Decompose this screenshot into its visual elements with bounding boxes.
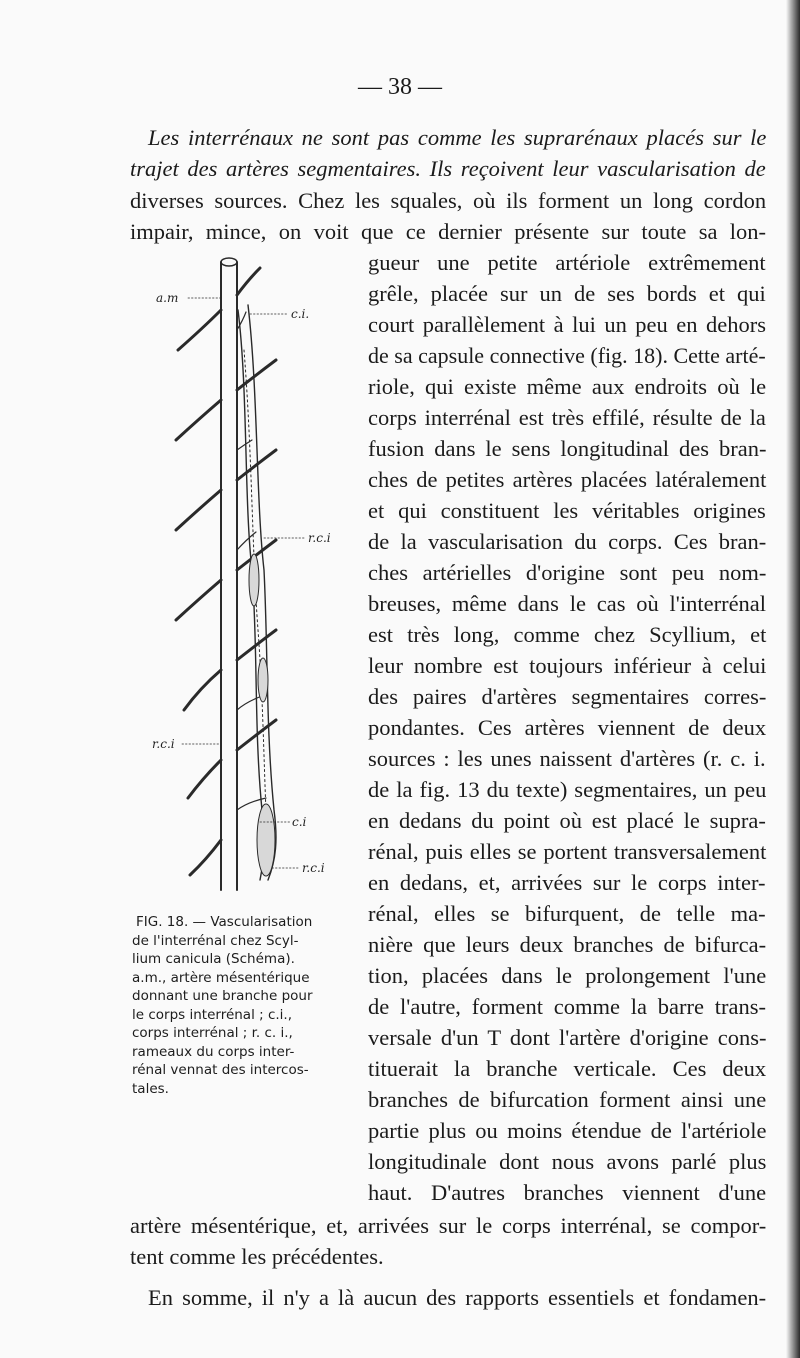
- text-line: gueur une petite artériole extrêmement: [368, 250, 766, 275]
- text-line: pondantes. Ces artères viennent de deux: [368, 715, 767, 740]
- text-line: rénal, puis elles se portent transversalement: [368, 839, 767, 864]
- text-line: leur nombre est toujours inférieur à celui: [368, 653, 767, 678]
- text-line: rénal, elles se bifurquent, de telle ma-: [368, 901, 766, 926]
- caption-line: corps interrénal ; r. c. i.,: [132, 1025, 293, 1041]
- caption-line: lium canicula (Schéma).: [132, 951, 295, 967]
- label-ci-top: c.i.: [291, 307, 310, 321]
- text-line: artère mésentérique, et, arrivées sur le corps interrénal, se compor-: [130, 1213, 767, 1238]
- text-line: de la fig. 13 du texte) segmentaires, un peu: [368, 777, 767, 802]
- label-rci-mid: r.c.i: [308, 531, 331, 545]
- figure-18-svg: [148, 250, 348, 910]
- text-line: nière que leurs deux branches de bifurca-: [368, 932, 767, 957]
- text-line: est très long, comme chez Scyllium, et: [368, 622, 767, 647]
- text-line: corps interrénal est très effilé, résulte de la: [368, 405, 766, 430]
- text-line: en dedans du point où est placé le supra-: [368, 808, 766, 833]
- caption-line: rameaux du corps inter-: [132, 1043, 295, 1060]
- caption-line: le corps interrénal ; c.i.,: [132, 1006, 293, 1023]
- caption-line: tales.: [132, 1080, 169, 1097]
- text-line: grêle, placée sur un de ses bords et qui: [368, 281, 766, 306]
- text-line: fusion dans le sens longitudinal des bran-: [368, 436, 767, 461]
- text-line: longitudinale dont nous avons parlé plus: [368, 1149, 767, 1174]
- left-segmental-branches: [176, 310, 221, 875]
- text-line: partie plus ou moins étendue de l'artériole: [368, 1118, 767, 1143]
- text-line: de sa capsule connective (fig. 18). Cette arté-: [368, 343, 766, 368]
- caption-line: FIG. 18. — Vascularisation: [136, 914, 313, 930]
- text-line: haut. D'autres branches viennent d'une: [368, 1180, 767, 1205]
- figure-caption: [132, 913, 368, 1098]
- caption-line: donnant une branche pour: [132, 988, 313, 1004]
- text-line: ches artérielles d'origine sont peu nom-: [368, 560, 767, 585]
- label-rci-bottom: r.c.i: [302, 861, 325, 875]
- text-line: en dedans, et, arrivées sur le corps inter-: [368, 870, 766, 895]
- interrenal-swellings: [249, 554, 275, 876]
- label-ci-bottom: c.i: [292, 815, 307, 829]
- label-am: a.m: [156, 291, 179, 305]
- text-line: versale d'un T dont l'artère d'origine cons-: [368, 1025, 767, 1050]
- caption-line: rénal vennat des intercos-: [132, 1062, 309, 1078]
- text-line: branches de bifurcation forment ainsi une: [368, 1087, 767, 1112]
- text-line: tent comme les précédentes.: [130, 1244, 384, 1269]
- text-line: trajet des artères segmentaires. Ils reçoivent leur vascularisation de: [130, 156, 766, 181]
- text-line: ches de petites artères placées latéralement: [368, 467, 767, 492]
- text-line: de l'autre, forment comme la barre trans-: [368, 994, 767, 1019]
- text-line: de la vascularisation du corps. Ces bran-: [368, 529, 767, 554]
- text-line: diverses sources. Chez les squales, où ils forment un long cordon: [130, 188, 767, 213]
- caption-line: a.m., artère mésentérique: [132, 969, 310, 986]
- text-line: Les interrénaux ne sont pas comme les suprarénaux placés sur le: [148, 125, 767, 150]
- aorta-top-opening: [221, 258, 237, 266]
- page-number: — 38 —: [358, 74, 442, 100]
- text-line: riole, qui existe même aux endroits où le: [368, 374, 767, 399]
- text-line: sources : les unes naissent d'artères (r. c. i.: [368, 746, 766, 771]
- text-line: impair, mince, on voit que ce dernier présente sur toute sa lon-: [130, 219, 767, 244]
- text-line: breuses, même dans le cas où l'interrénal: [368, 591, 767, 616]
- label-rci-left: r.c.i: [152, 737, 175, 751]
- caption-line: de l'interrénal chez Scyl-: [132, 932, 299, 949]
- figure-18-diagram: [148, 250, 348, 910]
- page-edge-shadow: [786, 0, 800, 1358]
- text-line: et qui constituent les véritables origines: [368, 498, 766, 523]
- text-line: En somme, il n'y a là aucun des rapports essentiels et fondamen-: [148, 1285, 767, 1310]
- text-line: tituerait la branche verticale. Ces deux: [368, 1056, 767, 1081]
- text-line: tion, placées dans le prolongement l'une: [368, 963, 767, 988]
- text-line: court parallèlement à lui un peu en dehors: [368, 312, 766, 337]
- text-line: des paires d'artères segmentaires corres-: [368, 684, 767, 709]
